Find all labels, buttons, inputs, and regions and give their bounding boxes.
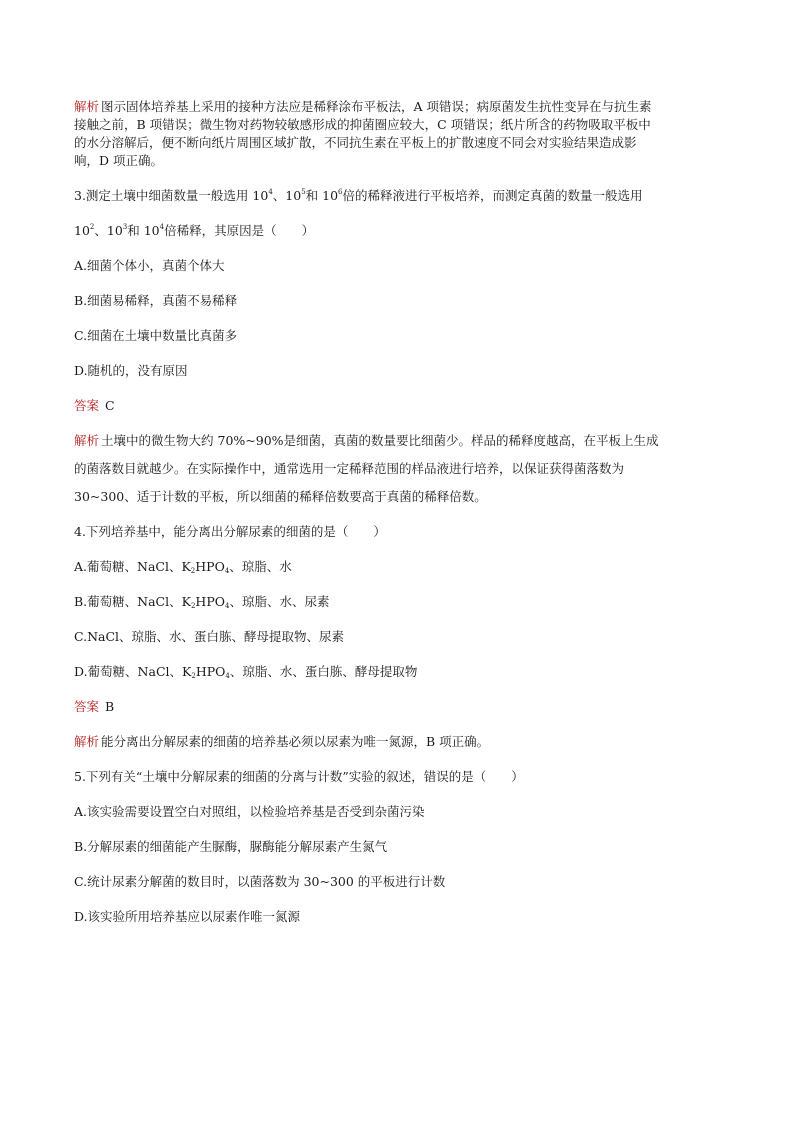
analysis-label: 解析 <box>74 99 100 114</box>
q4-option-a: A.葡萄糖、NaCl、$K_2HPO_4$、琼脂、水 <box>74 559 292 575</box>
q2-analysis-line-3: 的水分溶解后，便不断向纸片周围区域扩散，不同抗生素在平板上的扩散速度不同会对实验结果造成影 <box>74 135 637 150</box>
q5-option-d: D.该实验所用培养基应以尿素作唯一氮源 <box>74 909 301 924</box>
q4-option-d: D.葡萄糖、NaCl、$K_2HPO_4$、琼脂、水、蛋白胨、酵母提取物 <box>74 664 418 680</box>
q3-analysis-line-2: 的菌落数目就越少。在实际操作中，通常选用一定稀释范围的样品液进行培养，以保证获得菌落数为 <box>74 461 625 476</box>
answer-label: 答案 <box>74 699 100 714</box>
q3-option-b: B.细菌易稀释，真菌不易稀释 <box>74 293 238 308</box>
answer-value: C <box>105 398 115 413</box>
answer-label: 答案 <box>74 398 100 413</box>
q5-stem: 5.下列有关“土壤中分解尿素的细菌的分离与计数”实验的叙述，错误的是（ ） <box>74 769 524 784</box>
q3-analysis-line-3: 30~300、适于计数的平板，所以细菌的稀释倍数要高于真菌的稀释倍数。 <box>74 489 487 504</box>
q3-analysis-line-1: 解析 土壤中的微生物大约 70%~90%是细菌，真菌的数量要比细菌少。样品的稀释度越高，在平板上生成 <box>74 433 659 448</box>
q3-option-c: C.细菌在土壤中数量比真菌多 <box>74 328 238 343</box>
q2-analysis-line-4: 响，D 项正确。 <box>74 153 163 168</box>
q3-option-d: D.随机的，没有原因 <box>74 363 188 378</box>
q3-stem-line-1: 3.测定土壤中细菌数量一般选用 $10^4$、$10^5$和 $10^6$倍的稀释液进行平板培养，而测定真菌的数量一般选用 <box>74 188 643 203</box>
q2-analysis-line-2: 接触之前，B 项错误；微生物对药物较敏感形成的抑菌圈应较大，C 项错误；纸片所含的药物吸取平板中 <box>74 117 651 132</box>
q5-option-b: B.分解尿素的细菌能产生脲酶，脲酶能分解尿素产生氮气 <box>74 839 388 854</box>
q5-option-a: A.该实验需要设置空白对照组，以检验培养基是否受到杂菌污染 <box>74 804 425 819</box>
q3-stem-line-2: $10^2$、$10^3$和 $10^4$倍稀释，其原因是（ ） <box>74 223 315 238</box>
q5-option-c: C.统计尿素分解菌的数目时，以菌落数为 30~300 的平板进行计数 <box>74 874 446 889</box>
q3-answer <box>74 397 724 415</box>
q4-stem: 4.下列培养基中，能分离出分解尿素的细菌的是（ ） <box>74 524 386 539</box>
q4-analysis: 解析 能分离出分解尿素的细菌的培养基必须以尿素为唯一氮源，B 项正确。 <box>74 734 490 749</box>
q3-option-a: A.细菌个体小，真菌个体大 <box>74 258 225 273</box>
analysis-label: 解析 <box>74 433 100 448</box>
answer-value: B <box>105 699 115 714</box>
analysis-label: 解析 <box>74 734 100 749</box>
q2-analysis-line-1: 解析 图示固体培养基上采用的接种方法应是稀释涂布平板法，A 项错误；病原菌发生抗性变异在与抗生素 <box>74 99 652 114</box>
q4-option-c: C.NaCl、琼脂、水、蛋白胨、酵母提取物、尿素 <box>74 629 345 644</box>
q4-answer <box>74 698 724 716</box>
document-page <box>74 98 724 943</box>
q4-option-b: B.葡萄糖、NaCl、$K_2HPO_4$、琼脂、水、尿素 <box>74 594 330 610</box>
